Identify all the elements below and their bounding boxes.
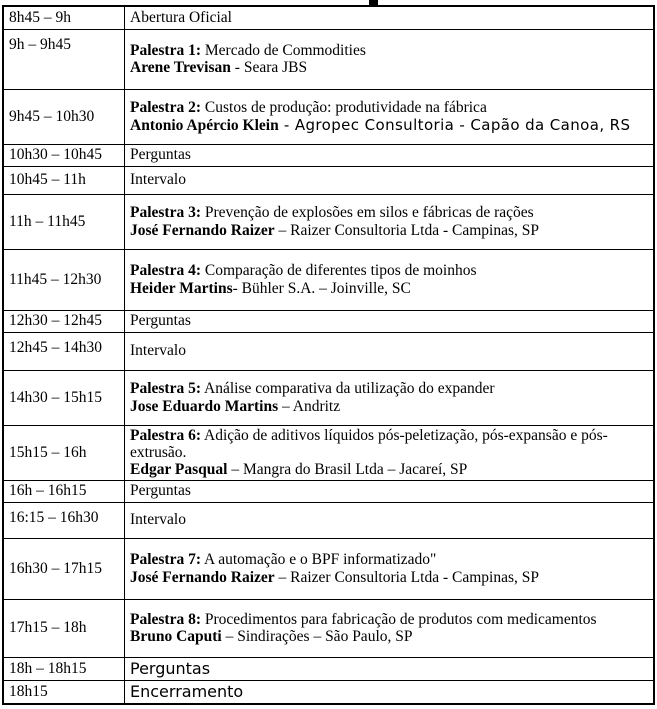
talk-label: Palestra 7: (130, 551, 202, 569)
table-row (3, 249, 654, 310)
time-cell: 15h15 – 16h (3, 425, 125, 480)
content-cell (125, 538, 655, 599)
time-cell: 16:15 – 16h30 (3, 502, 125, 538)
content-cell (125, 249, 655, 310)
talk-title: A automação e o BPF informatizado" (201, 551, 437, 569)
speaker-affiliation: – Andritz (278, 397, 341, 415)
talk-speaker-line (130, 628, 648, 645)
talk-title: Prevenção de explosões em silos e fábricas de rações (201, 204, 534, 222)
table-row (3, 144, 654, 166)
time-cell: 10h30 – 10h45 (3, 144, 125, 166)
time-cell: 11h45 – 12h30 (3, 249, 125, 310)
time-cell: 18h15 (3, 680, 125, 704)
speaker-affiliation: – Sindirações – São Paulo, SP (221, 628, 413, 646)
talk-title: Análise comparativa da utilização do expander (201, 380, 495, 398)
speaker-name: José Fernando Raizer (130, 221, 275, 239)
speaker-name: Bruno Caputi (130, 628, 222, 646)
talk-title-line (130, 42, 648, 59)
talk-speaker-line (130, 280, 648, 297)
talk-label: Palestra 6: (130, 426, 202, 444)
talk-label: Palestra 4: (130, 262, 202, 280)
content-cell (125, 194, 655, 249)
content-cell: Intervalo (125, 166, 655, 194)
content-cell: Encerramento (125, 680, 655, 704)
table-row (3, 332, 654, 370)
talk-label: Palestra 1: (130, 41, 202, 59)
time-cell: 12h30 – 12h45 (3, 310, 125, 332)
content-cell: Perguntas (125, 480, 655, 502)
talk-title: Procedimentos para fabricação de produtos com medicamentos (201, 610, 597, 628)
talk-speaker-line (130, 398, 648, 415)
speaker-affiliation: - Agropec Consultoria - Capão da Canoa, RS (278, 115, 631, 134)
content-cell: Perguntas (125, 657, 655, 680)
talk-label: Palestra 3: (130, 204, 202, 222)
talk-speaker-line (130, 59, 648, 76)
time-cell: 12h45 – 14h30 (3, 332, 125, 370)
talk-title-line (130, 551, 648, 568)
table-row (3, 502, 654, 538)
table-row (3, 370, 654, 425)
table-row (3, 310, 654, 332)
speaker-affiliation: – Mangra do Brasil Ltda – Jacareí, SP (227, 461, 468, 479)
talk-speaker-line (130, 117, 648, 134)
content-cell: Intervalo (125, 332, 655, 370)
talk-speaker-line (130, 222, 648, 239)
time-cell: 9h – 9h45 (3, 29, 125, 89)
speaker-affiliation: - Seara JBS (230, 59, 308, 76)
time-cell: 14h30 – 15h15 (3, 370, 125, 425)
table-row (3, 599, 654, 657)
table-row (3, 29, 654, 89)
talk-label: Palestra 8: (130, 610, 202, 628)
content-cell (125, 599, 655, 657)
table-row (3, 480, 654, 502)
speaker-name: Heider Martins (130, 279, 233, 297)
talk-title-line (130, 99, 648, 116)
table-row (3, 657, 654, 680)
talk-title-line (130, 204, 648, 221)
talk-title: Mercado de Commodities (201, 41, 366, 59)
speaker-name: Edgar Pasqual (130, 461, 228, 479)
table-row (3, 425, 654, 480)
table-row (3, 166, 654, 194)
speaker-affiliation: - Bühler S.A. – Joinville, SC (232, 279, 411, 297)
time-cell: 16h30 – 17h15 (3, 538, 125, 599)
talk-title-line (130, 380, 648, 397)
table-row (3, 89, 654, 144)
content-cell (125, 425, 655, 480)
time-cell: 9h45 – 10h30 (3, 89, 125, 144)
speaker-affiliation: – Raizer Consultoria Ltda - Campinas, SP (274, 568, 539, 586)
talk-title-line (130, 611, 648, 628)
speaker-name: Jose Eduardo Martins (130, 397, 279, 415)
talk-title-line (130, 262, 648, 279)
talk-speaker-line (130, 461, 648, 478)
time-cell: 8h45 – 9h (3, 6, 125, 29)
content-cell (125, 29, 655, 89)
table-row (3, 538, 654, 599)
content-cell: Perguntas (125, 144, 655, 166)
content-cell: Intervalo (125, 502, 655, 538)
time-cell: 18h – 18h15 (3, 657, 125, 680)
talk-title: Adição de aditivos líquidos pós-peletização, pós-expansão e pós-extrusão. (130, 426, 608, 461)
talk-title: Custos de produção: produtividade na fábrica (201, 99, 487, 117)
table-row (3, 6, 654, 29)
speaker-name: José Fernando Raizer (130, 568, 275, 586)
table-row (3, 194, 654, 249)
talk-title-line (130, 427, 648, 462)
time-cell: 17h15 – 18h (3, 599, 125, 657)
content-cell: Perguntas (125, 310, 655, 332)
time-cell: 16h – 16h15 (3, 480, 125, 502)
schedule-table (2, 5, 655, 705)
talk-title: Comparação de diferentes tipos de moinhos (201, 262, 477, 280)
content-cell: Abertura Oficial (125, 6, 655, 29)
time-cell: 10h45 – 11h (3, 166, 125, 194)
speaker-name: Arene Trevisan (130, 59, 231, 76)
talk-speaker-line (130, 569, 648, 586)
time-cell: 11h – 11h45 (3, 194, 125, 249)
content-cell (125, 370, 655, 425)
table-row (3, 680, 654, 704)
talk-label: Palestra 5: (130, 380, 202, 398)
content-cell (125, 89, 655, 144)
talk-label: Palestra 2: (130, 99, 202, 117)
speaker-name: Antonio Apércio Klein (130, 116, 279, 134)
speaker-affiliation: – Raizer Consultoria Ltda - Campinas, SP (274, 221, 539, 239)
